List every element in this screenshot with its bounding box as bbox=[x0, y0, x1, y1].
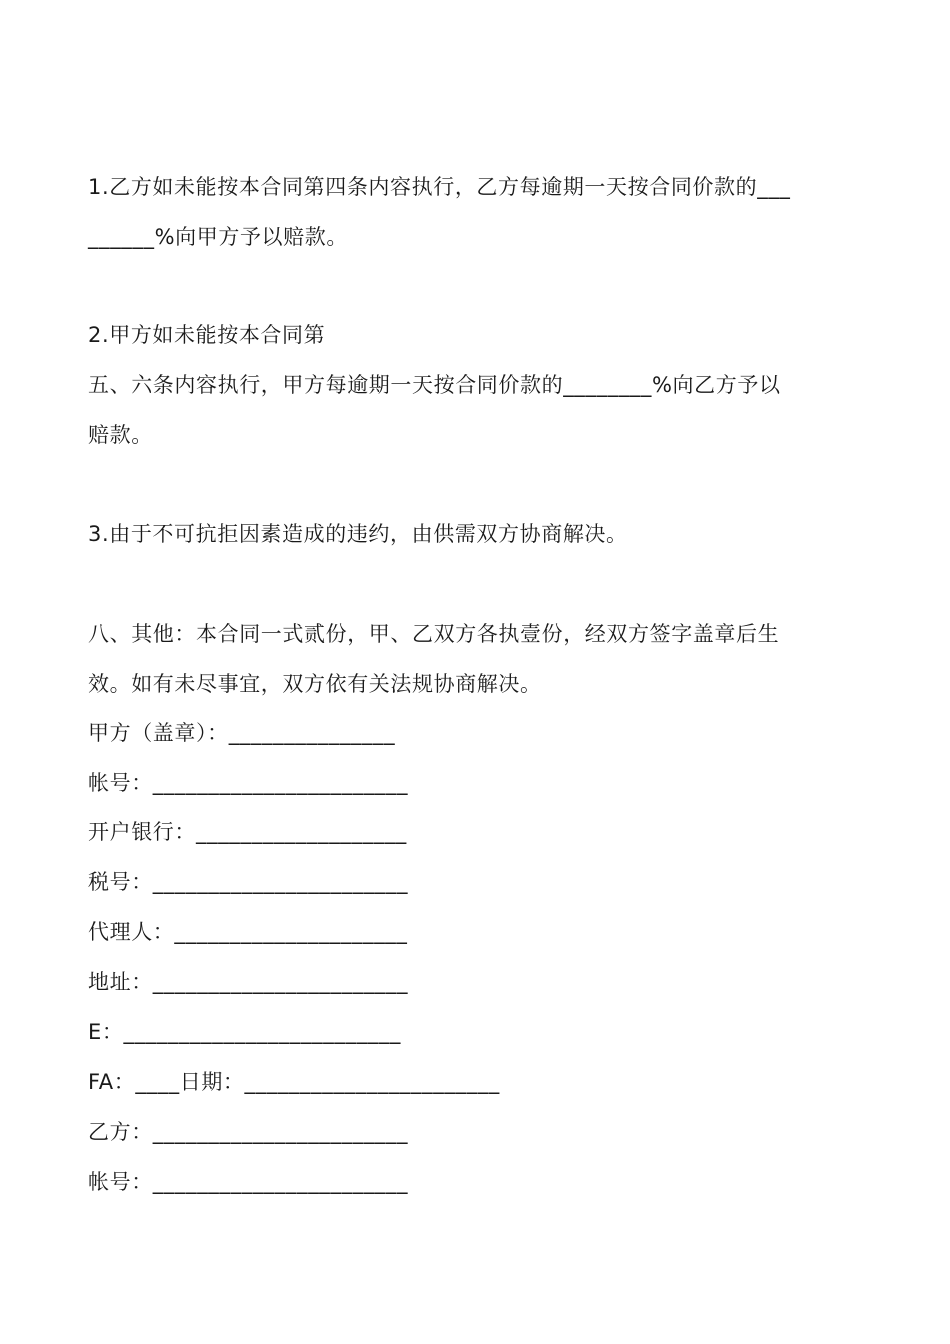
clause-1-line-1: 1.乙方如未能按本合同第四条内容执行，乙方每逾期一天按合同价款的___ bbox=[88, 175, 791, 199]
account-a-field: 帐号：_______________________ bbox=[88, 771, 409, 795]
clause-1-line-2: ______%向甲方予以赔款。 bbox=[88, 225, 348, 249]
fax-date-field: FA：____日期：_______________________ bbox=[88, 1070, 500, 1094]
email-field: E：_________________________ bbox=[88, 1020, 401, 1044]
account-b-field: 帐号：_______________________ bbox=[88, 1170, 409, 1194]
tax-number-field: 税号：_______________________ bbox=[88, 870, 409, 894]
clause-3-line-1: 3.由于不可抗拒因素造成的违约，由供需双方协商解决。 bbox=[88, 522, 628, 546]
party-b-field: 乙方：_______________________ bbox=[88, 1120, 409, 1144]
bank-field: 开户银行：___________________ bbox=[88, 820, 407, 844]
clause-8-line-1: 八、其他：本合同一式贰份，甲、乙双方各执壹份，经双方签字盖章后生 bbox=[88, 622, 780, 646]
clause-2-line-3: 赔款。 bbox=[88, 423, 153, 447]
party-a-seal-field: 甲方（盖章）：_______________ bbox=[88, 721, 396, 745]
clause-2-line-2: 五、六条内容执行，甲方每逾期一天按合同价款的________%向乙方予以 bbox=[88, 373, 781, 397]
address-field: 地址：_______________________ bbox=[88, 970, 409, 994]
clause-8-line-2: 效。如有未尽事宜，双方依有关法规协商解决。 bbox=[88, 672, 542, 696]
agent-field: 代理人：_____________________ bbox=[88, 920, 408, 944]
clause-2-line-1: 2.甲方如未能按本合同第 bbox=[88, 323, 326, 347]
